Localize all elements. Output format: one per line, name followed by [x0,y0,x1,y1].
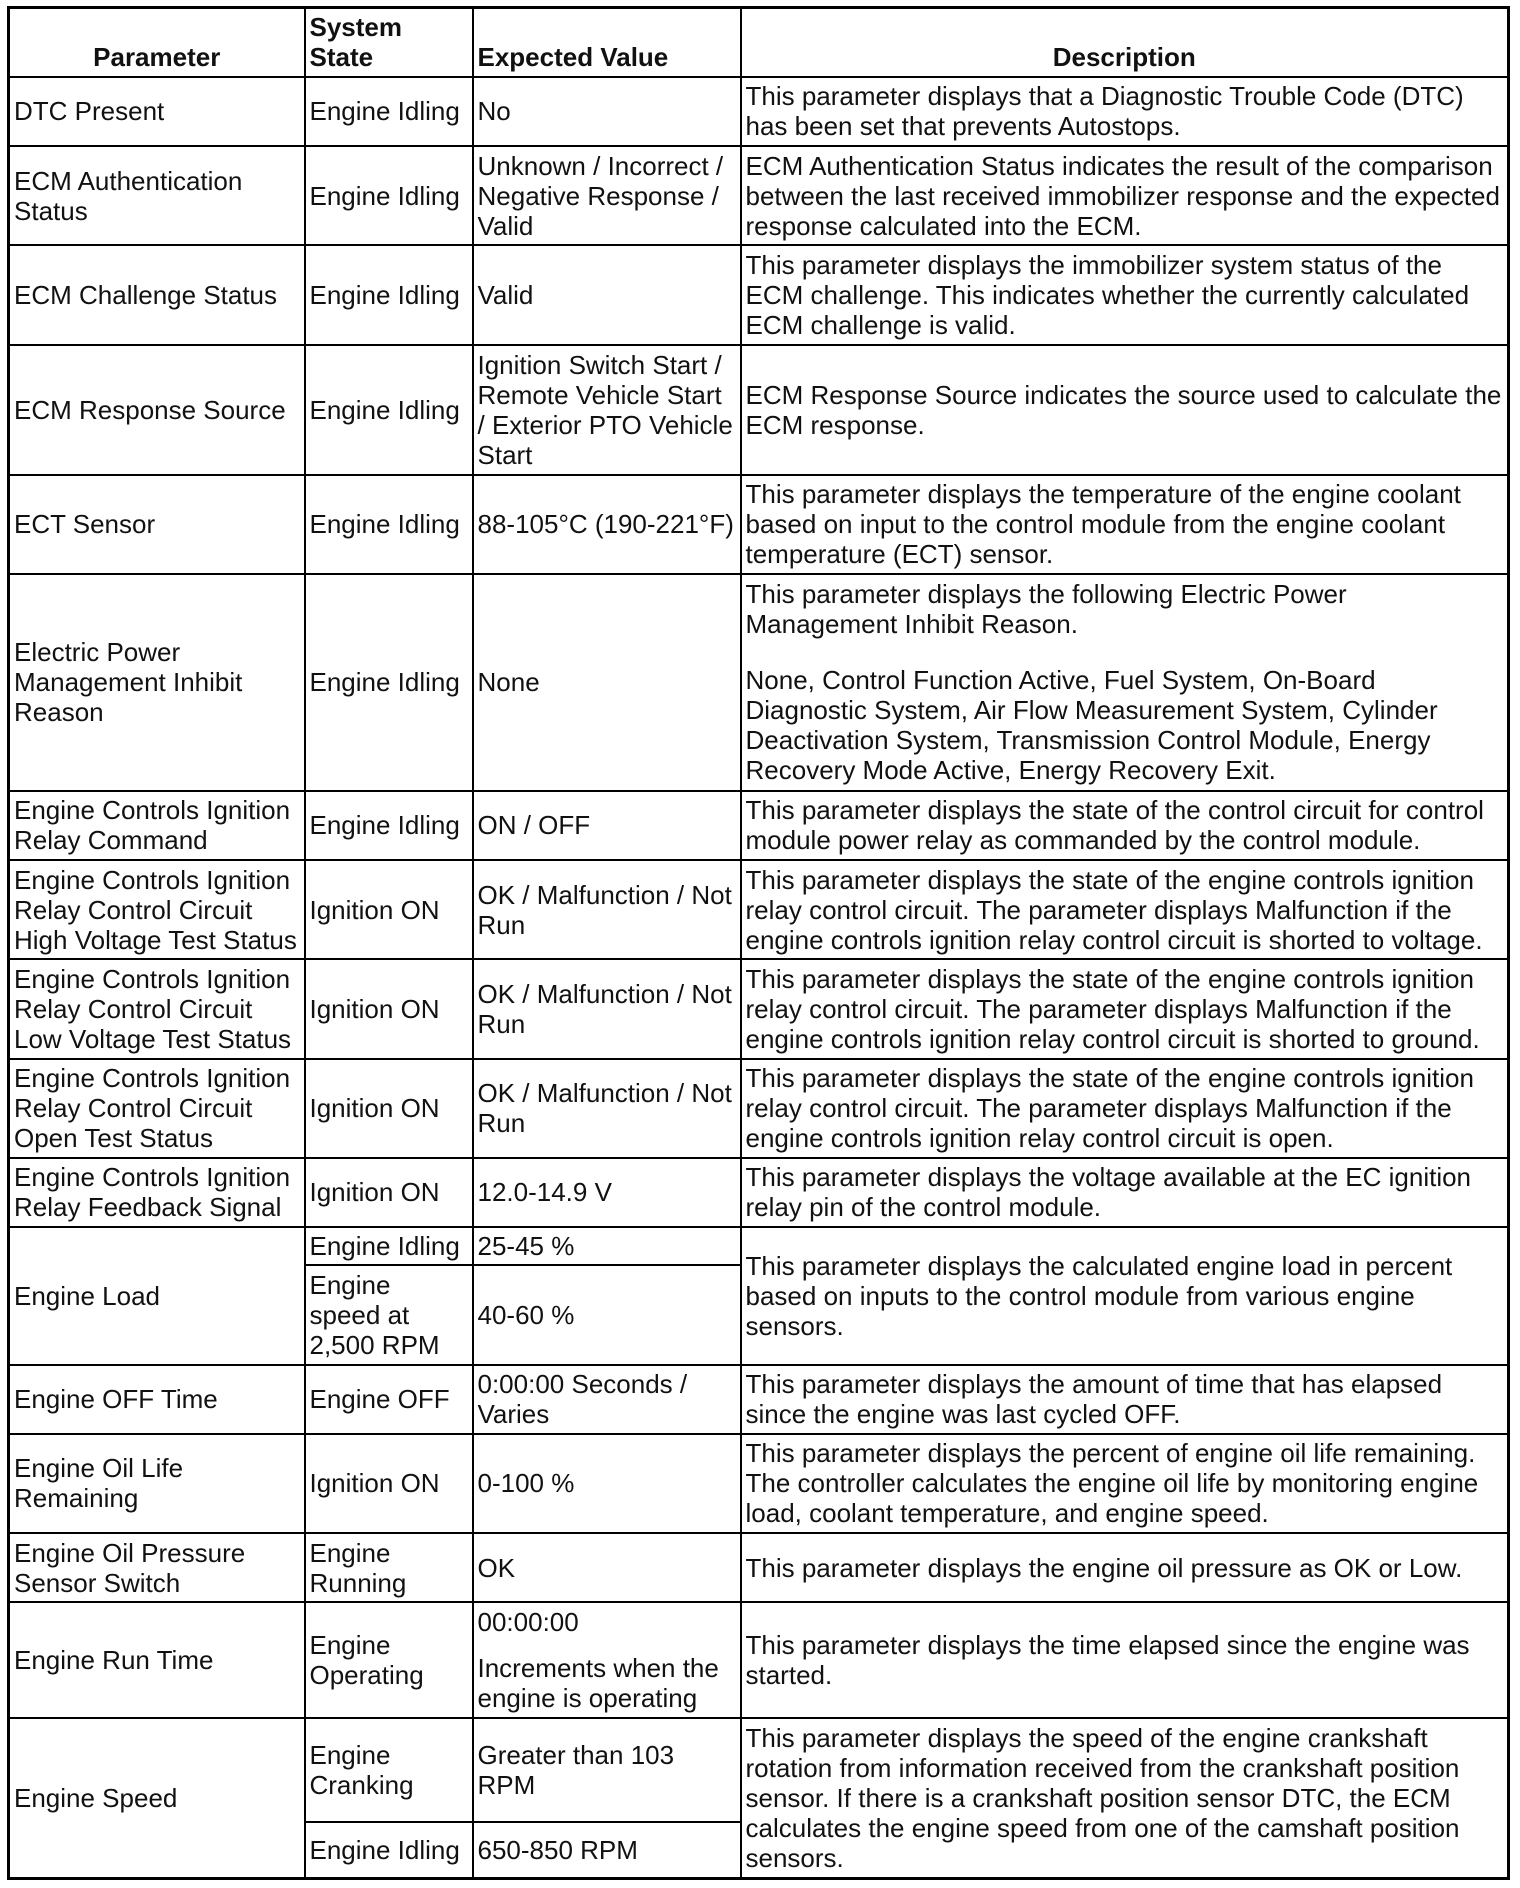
header-system-state: System State [305,8,473,78]
parameter-cell: Engine Controls Ignition Relay Control Circuit Low Voltage Test Status [9,959,305,1058]
value-cell: 25-45 % [473,1227,741,1266]
description-cell: This parameter displays the state of the control circuit for control module power relay as commanded by the control module. [741,791,1509,860]
description-cell: ECM Authentication Status indicates the result of the comparison between the last received immobilizer response and the expected response calculated into the ECM. [741,146,1509,245]
state-cell: Ignition ON [305,860,473,959]
value-cell: 650-850 RPM [473,1822,741,1878]
value-cell: 88-105°C (190-221°F) [473,475,741,574]
table-row [9,791,1509,860]
value-cell: No [473,77,741,146]
parameter-cell: Engine Run Time [9,1602,305,1718]
table-row [9,574,1509,791]
state-cell: Engine Operating [305,1602,473,1718]
value-cell: 12.0-14.9 V [473,1158,741,1227]
parameter-cell: ECT Sensor [9,475,305,574]
parameter-cell: Engine Controls Ignition Relay Command [9,791,305,860]
table-row [9,475,1509,574]
table-row [9,1533,1509,1602]
table-row [9,146,1509,245]
description-cell: This parameter displays the amount of time that has elapsed since the engine was last cycled OFF. [741,1365,1509,1434]
table-row [9,1158,1509,1227]
state-cell: Engine speed at 2,500 RPM [305,1265,473,1364]
value-text: 00:00:00 [477,1606,579,1637]
state-cell: Ignition ON [305,1158,473,1227]
value-cell: Ignition Switch Start / Remote Vehicle Start / Exterior PTO Vehicle Start [473,345,741,475]
parameter-cell: Engine Oil Life Remaining [9,1434,305,1533]
value-cell: OK / Malfunction / Not Run [473,860,741,959]
parameter-cell: ECM Authentication Status [9,146,305,245]
table-row [9,1227,1509,1266]
parameter-cell: ECM Challenge Status [9,245,305,344]
header-description: Description [741,8,1509,78]
parameter-cell: DTC Present [9,77,305,146]
description-cell: This parameter displays the state of the engine controls ignition relay control circuit. The parameter displays Malfunction if the engine controls ignition relay control circuit is open. [741,1059,1509,1158]
table-row [9,345,1509,475]
value-cell: OK / Malfunction / Not Run [473,1059,741,1158]
table-row [9,1365,1509,1434]
parameter-table [7,6,1510,1880]
parameter-cell: Engine Controls Ignition Relay Feedback Signal [9,1158,305,1227]
value-cell: ON / OFF [473,791,741,860]
parameter-cell: Electric Power Management Inhibit Reason [9,574,305,791]
table-row [9,1434,1509,1533]
state-cell: Ignition ON [305,959,473,1058]
value-cell: OK / Malfunction / Not Run [473,959,741,1058]
state-cell: Engine Idling [305,1227,473,1266]
value-cell: Unknown / Incorrect / Negative Response / Valid [473,146,741,245]
description-cell: This parameter displays the voltage available at the EC ignition relay pin of the control module. [741,1158,1509,1227]
header-row [9,8,1509,78]
table-row [9,77,1509,146]
description-cell: This parameter displays the state of the engine controls ignition relay control circuit. The parameter displays Malfunction if the engine controls ignition relay control circuit is shorted to ground. [741,959,1509,1058]
state-cell: Ignition ON [305,1059,473,1158]
description-cell: This parameter displays the percent of engine oil life remaining. The controller calculates the engine oil life by monitoring engine load, coolant temperature, and engine speed. [741,1434,1509,1533]
value-cell: Valid [473,245,741,344]
table-row [9,860,1509,959]
state-cell: Engine Idling [305,574,473,791]
value-cell: None [473,574,741,791]
table-row [9,245,1509,344]
parameter-cell: Engine Load [9,1227,305,1365]
parameter-cell: Engine Speed [9,1718,305,1879]
value-cell: 0-100 % [473,1434,741,1533]
state-cell: Engine OFF [305,1365,473,1434]
state-cell: Engine Idling [305,146,473,245]
value-cell: 40-60 % [473,1265,741,1364]
description-text-list: None, Control Function Active, Fuel System, On-Board Diagnostic System, Air Flow Measurement System, Cylinder Deactivation System, Transmission Control Module, Energy Recovery Mode Active, Energy Recovery Exit. [745,665,1438,786]
state-cell: Engine Idling [305,1822,473,1878]
description-cell: ECM Response Source indicates the source used to calculate the ECM response. [741,345,1509,475]
value-cell: Greater than 103 RPM [473,1718,741,1823]
description-cell: This parameter displays the calculated engine load in percent based on inputs to the control module from various engine sensors. [741,1227,1509,1365]
header-expected-value: Expected Value [473,8,741,78]
state-cell: Engine Idling [305,345,473,475]
state-cell: Engine Idling [305,475,473,574]
parameter-cell: Engine Controls Ignition Relay Control Circuit Open Test Status [9,1059,305,1158]
state-cell: Engine Cranking [305,1718,473,1823]
description-cell: This parameter displays the immobilizer system status of the ECM challenge. This indicates whether the currently calculated ECM challenge is valid. [741,245,1509,344]
description-cell: This parameter displays the state of the engine controls ignition relay control circuit. The parameter displays Malfunction if the engine controls ignition relay control circuit is shorted to voltage. [741,860,1509,959]
description-cell: This parameter displays the time elapsed since the engine was started. [741,1602,1509,1718]
value-note: Increments when the engine is operating [477,1652,719,1713]
state-cell: Engine Running [305,1533,473,1602]
header-parameter: Parameter [9,8,305,78]
value-cell: OK [473,1533,741,1602]
value-cell: 0:00:00 Seconds / Varies [473,1365,741,1434]
description-cell: This parameter displays that a Diagnostic Trouble Code (DTC) has been set that prevents Autostops. [741,77,1509,146]
state-cell: Ignition ON [305,1434,473,1533]
description-text: This parameter displays the following Electric Power Management Inhibit Reason. [745,579,1347,640]
state-cell: Engine Idling [305,77,473,146]
parameter-cell: Engine Oil Pressure Sensor Switch [9,1533,305,1602]
value-cell [473,1602,741,1718]
description-cell: This parameter displays the speed of the engine crankshaft rotation from information received from the crankshaft position sensor. If there is a crankshaft position sensor DTC, the ECM calculates the engine speed from one of the camshaft position sensors. [741,1718,1509,1879]
parameter-cell: Engine Controls Ignition Relay Control Circuit High Voltage Test Status [9,860,305,959]
state-cell: Engine Idling [305,791,473,860]
table-row [9,959,1509,1058]
parameter-cell: Engine OFF Time [9,1365,305,1434]
description-cell [741,574,1509,791]
state-cell: Engine Idling [305,245,473,344]
table-row [9,1602,1509,1718]
table-row [9,1718,1509,1823]
table-row [9,1059,1509,1158]
description-cell: This parameter displays the temperature of the engine coolant based on input to the control module from the engine coolant temperature (ECT) sensor. [741,475,1509,574]
description-cell: This parameter displays the engine oil pressure as OK or Low. [741,1533,1509,1602]
parameter-cell: ECM Response Source [9,345,305,475]
